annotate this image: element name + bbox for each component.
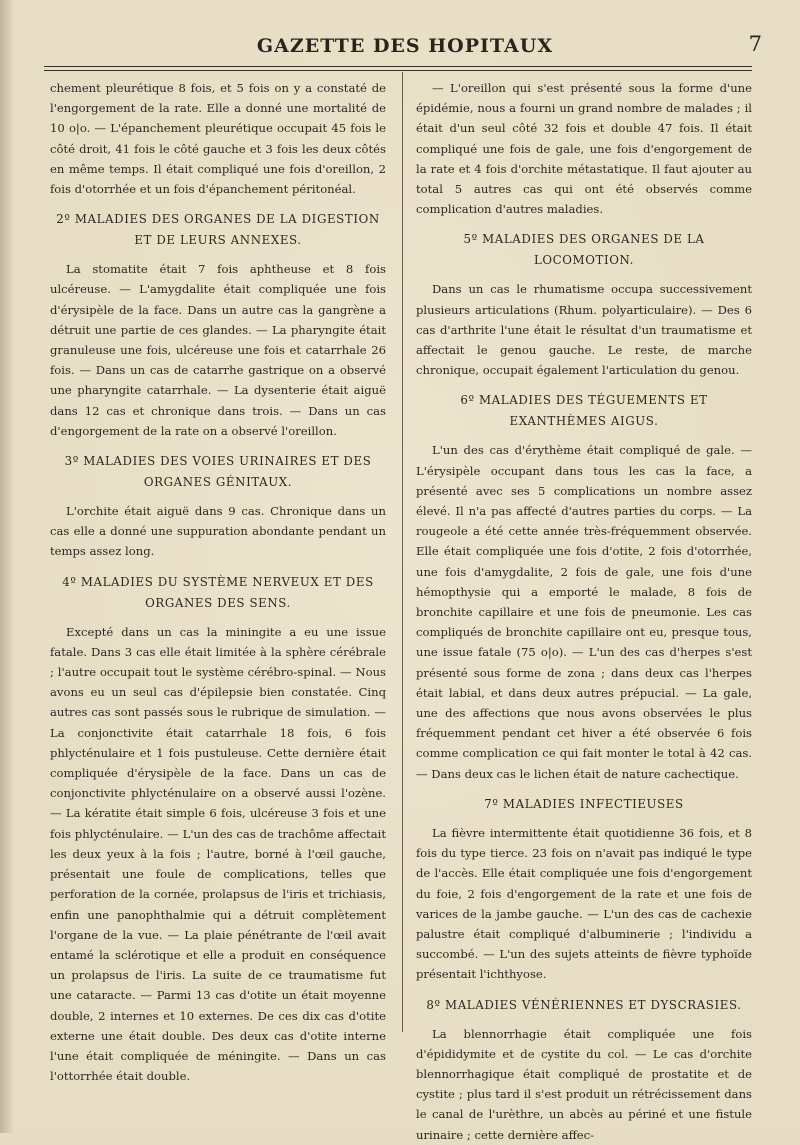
right-column xyxy=(416,78,752,1145)
paragraph-urinaires: L'orchite était aiguë dans 9 cas. Chronique dans un cas elle a donné une suppuration abondante pendant un temps assez long. xyxy=(50,504,386,559)
section-heading-teguements: 6º MALADIES DES TÉGUEMENTS ET EXANTHÈMES AIGUS. xyxy=(460,393,708,429)
binding-shadow xyxy=(0,0,14,1133)
column-divider xyxy=(402,72,403,1032)
paragraph-pleuresie: chement pleurétique 8 fois, et 5 fois on y a constaté de l'engorgement de la rate. Elle a donné une mortalité de 10 o|o. — L'épanchement pleurétique occupait 45 fois le côté droit, 41 fois le côté gauche et 3 fois les deux côtés en même temps. Il était compliqué une fois d'oreillon, 2 fois d'otorrhée et un fois d'épanchement péritonéal. xyxy=(50,81,386,197)
section-heading-nerveux: 4º MALADIES DU SYSTÈME NERVEUX ET DES ORGANES DES SENS. xyxy=(62,574,374,610)
running-head xyxy=(40,30,770,66)
section-heading-urinaires: 3º MALADIES DES VOIES URINAIRES ET DES ORGANES GÉNITAUX. xyxy=(64,454,372,490)
section-heading-locomotion: 5º MALADIES DES ORGANES DE LA LOCOMOTION. xyxy=(463,232,705,268)
section-heading-infectieuses: 7º MALADIES INFECTIEUSES xyxy=(484,796,684,811)
section-heading-digestion: 2º MALADIES DES ORGANES DE LA DIGESTION ET DE LEURS ANNEXES. xyxy=(56,212,380,248)
left-column xyxy=(50,78,386,1086)
paragraph-digestion: La stomatite était 7 fois aphtheuse et 8 fois ulcéreuse. — L'amygdalite était compliquée une fois d'érysipèle de la face. Dans un autre cas la gangrène a détruit une partie de ces glandes. — La pharyngite était granuleuse une fois, ulcéreuse une fois et catarrhale 26 fois. — Dans un cas de catarrhe gastrique on a observé une pharyngite catarrhale. — La dysenterie était aiguë dans 12 cas et chronique dans trois. — Dans un cas d'engorgement de la rate on a observé l'oreillon. xyxy=(50,262,386,438)
page-number: 7 xyxy=(748,32,762,56)
paragraph-nerveux: Excepté dans un cas la miningite a eu une issue fatale. Dans 3 cas elle était limitée à la sphère cérébrale ; l'autre occupait tout le système cérébro-spinal. — Nous avons eu un seul cas d'épilepsie bien constatée. Cinq autres cas sont passés sous le rubrique de simulation. — La conjonctivite était catarrhale 18 fois, 6 fois phlycténulaire et 1 fois pustuleuse. Cette dernière était compliquée d'érysipèle de la face. Dans un cas de conjonctivite phlycténulaire on a observé aussi l'ozène. — La kératite était simple 6 fois, ulcéreuse 3 fois et une fois phlycténulaire. — L'un des cas de trachôme affectait les deux yeux à la fois ; l'autre, borné à l'œil gauche, présentait une foule de complications, telles que perforation de la cornée, prolapsus de l'iris et trichiasis, enfin une panophthalmie qui a détruit complètement l'organe de la vue. — La plaie pénétrante de l'œil avait entamé la sclérotique et elle a produit en conséquence un prolapsus de l'iris. La suite de ce traumatisme fut une cataracte. — Parmi 13 cas d'otite un était moyenne double, 2 internes et 10 externes. De ces dix cas d'otite externe une était double. Des deux cas d'otite interne l'une était compliquée de méningite. — Dans un cas l'ottorrhée était double. xyxy=(50,624,386,1084)
paragraph-teguements: L'un des cas d'érythème était compliqué de gale. — L'érysipèle occupant dans tous les cas la face, a présenté avec ses 5 complications un nombre assez élevé. Il n'a pas affecté d'autres parties du corps. — La rougeole a été cette année très-fréquemment observée. Elle était compliquée une fois d'otite, 2 fois d'otorrhée, une fois d'amygdalite, 2 fois de gale, une fois d'une hémopthysie qui a emporté le malade, 8 fois de bronchite capillaire et une fois de pneumonie. Les cas compliqués de bronchite capillaire ont eu, presque tous, une issue fatale (75 o|o). — L'un des cas d'herpes s'est présenté sous forme de zona ; dans deux cas l'herpes était labial, et dans deux autres prépucial. — La gale, une des affections que nous avons observées le plus fréquemment pendant cet hiver a été observée 6 fois comme complication ce qui fait monter le total à 42 cas. — Dans deux cas le lichen était de nature cachectique. xyxy=(416,443,752,781)
paragraph-locomotion: Dans un cas le rhumatisme occupa successivement plusieurs articulations (Rhum. polyarticulaire). — Des 6 cas d'arthrite l'une était le résultat d'un traumatisme et affectait le genou gauche. Le reste, de marche chronique, occupait également l'articulation du genou. xyxy=(416,282,752,378)
section-heading-veneriennes: 8º MALADIES VÉNÉRIENNES ET DYSCRASIES. xyxy=(426,997,742,1012)
paragraph-oreillon: — L'oreillon qui s'est présenté sous la forme d'une épidémie, nous a fourni un grand nombre de malades ; il était d'un seul côté 32 fois et double 47 fois. Il était compliqué une fois de gale, une fois d'engorgement de la rate et 4 fois d'orchite métastatique. Il faut ajouter au total 5 autres cas qui ont été observés comme complication d'autres maladies. xyxy=(416,81,752,217)
header-rule xyxy=(44,66,752,71)
paragraph-veneriennes: La blennorrhagie était compliquée une fois d'épididymite et de cystite du col. — Le cas d'orchite blennorrhagique était compliqué de prostatite et de cystite ; plus tard il s'est produit un rétrécissement dans le canal de l'urèthre, un abcès au périné et une fistule urinaire ; cette dernière affec- xyxy=(416,1026,752,1142)
journal-title: GAZETTE DES HOPITAUX xyxy=(256,35,554,57)
paragraph-infectieuses: La fièvre intermittente était quotidienne 36 fois, et 8 fois du type tierce. 23 fois on n'avait pas indiqué le type de l'accès. Elle était compliquée une fois d'engorgement du foie, 2 fois d'engorgement de la rate et une fois de varices de la jambe gauche. — L'un des cas de cachexie palustre était compliqué d'albuminerie ; l'individu a succombé. — L'un des sujets atteints de fièvre typhoïde présentait l'ichthyose. xyxy=(416,825,752,982)
